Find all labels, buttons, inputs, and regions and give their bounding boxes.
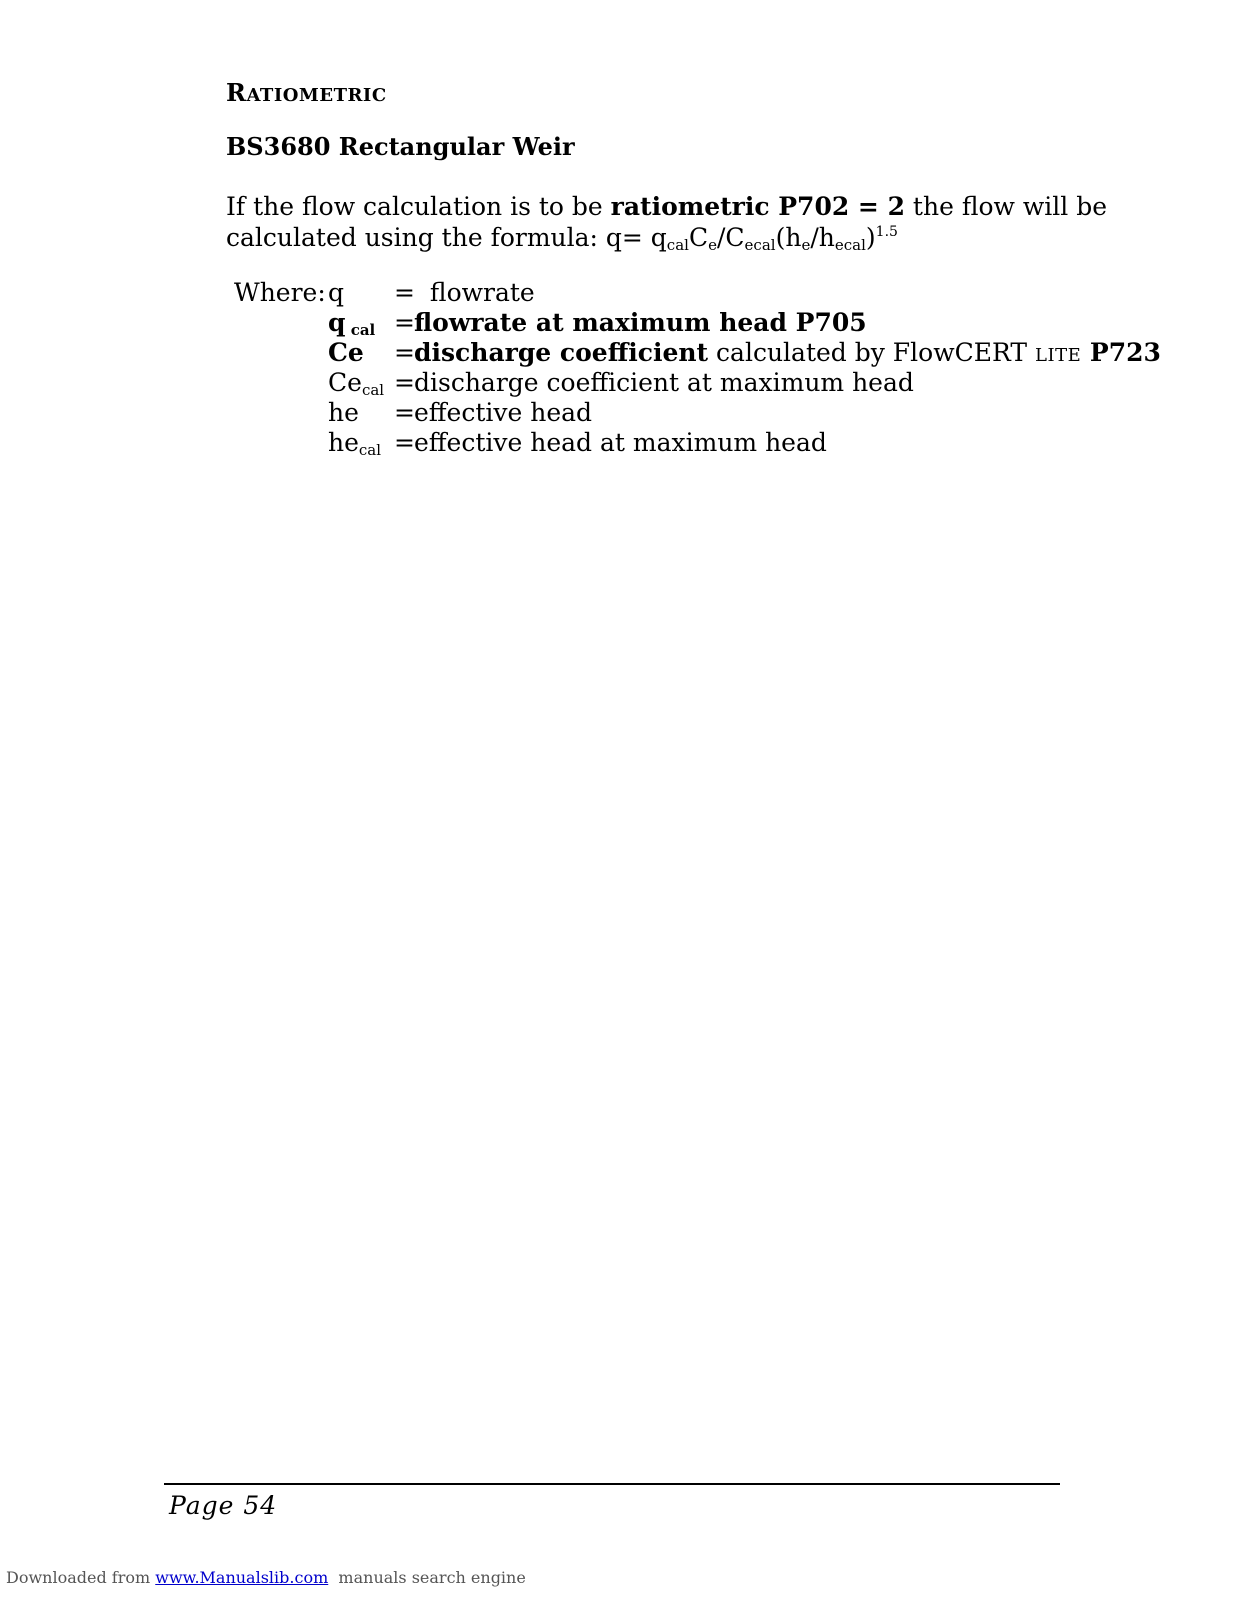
definition-symbol: q $_{cal}$: [328, 308, 376, 339]
footer-divider: [164, 1483, 1060, 1485]
definition-row-hecal: $he_{cal}$ =effective head at maximum head: [328, 428, 827, 459]
paragraph-line-2-formula: calculated using the formula: $q= q_{cal}C_e/C_{ecal}(h_e/h_{ecal})^{1.5}$: [226, 223, 898, 254]
download-banner: Downloaded from www.Manualslib.com manuals search engine: [6, 1568, 526, 1587]
definition-description: effective head: [414, 398, 593, 427]
formula-paragraph: [226, 191, 1107, 253]
definition-symbol: Ce: [328, 338, 364, 367]
definition-product-suffix: LITE: [1035, 345, 1082, 366]
ratiometric-setting: ratiometric P702 = 2: [610, 192, 905, 221]
definition-symbol: $he_{cal}$: [328, 428, 382, 459]
paragraph-line-1: If the flow calculation is to be ratiometric P702 = 2 the flow will be: [226, 192, 1108, 221]
definition-description: flowrate at maximum head P705: [414, 308, 867, 337]
definition-row-cecal: $Ce_{cal}$ =discharge coefficient at maximum head: [328, 368, 914, 399]
definition-description: calculated by FlowCERT: [708, 338, 1035, 367]
definition-row-he: he =effective head: [328, 398, 593, 427]
definition-parameter: P723: [1081, 338, 1161, 367]
definition-row-ce: Ce =discharge coefficient calculated by FlowCERT LITE P723: [328, 338, 1161, 367]
manualslib-link[interactable]: www.Manualslib.com: [155, 1568, 329, 1587]
where-label: Where:: [234, 278, 326, 307]
definition-description-bold: discharge coefficient: [414, 338, 709, 367]
definition-row-q: q = flowrate: [328, 278, 535, 307]
definition-row-qcal: q $_{cal}$ =flowrate at maximum head P705: [328, 308, 867, 339]
section-heading: BS3680 Rectangular Weir: [226, 132, 575, 161]
section-label: [226, 78, 387, 107]
definition-symbol: q: [328, 278, 345, 307]
definition-symbol: $Ce_{cal}$: [328, 368, 385, 399]
definition-symbol: he: [328, 398, 359, 427]
page-number: Page 54: [169, 1491, 278, 1520]
section-label-initial: R: [226, 78, 247, 107]
definition-description: discharge coefficient at maximum head: [414, 368, 914, 397]
formula-exponent: 1.5: [875, 224, 898, 240]
section-label-rest: ATIOMETRIC: [246, 85, 387, 106]
definition-description: effective head at maximum head: [414, 428, 827, 457]
definition-description: flowrate: [414, 278, 535, 307]
